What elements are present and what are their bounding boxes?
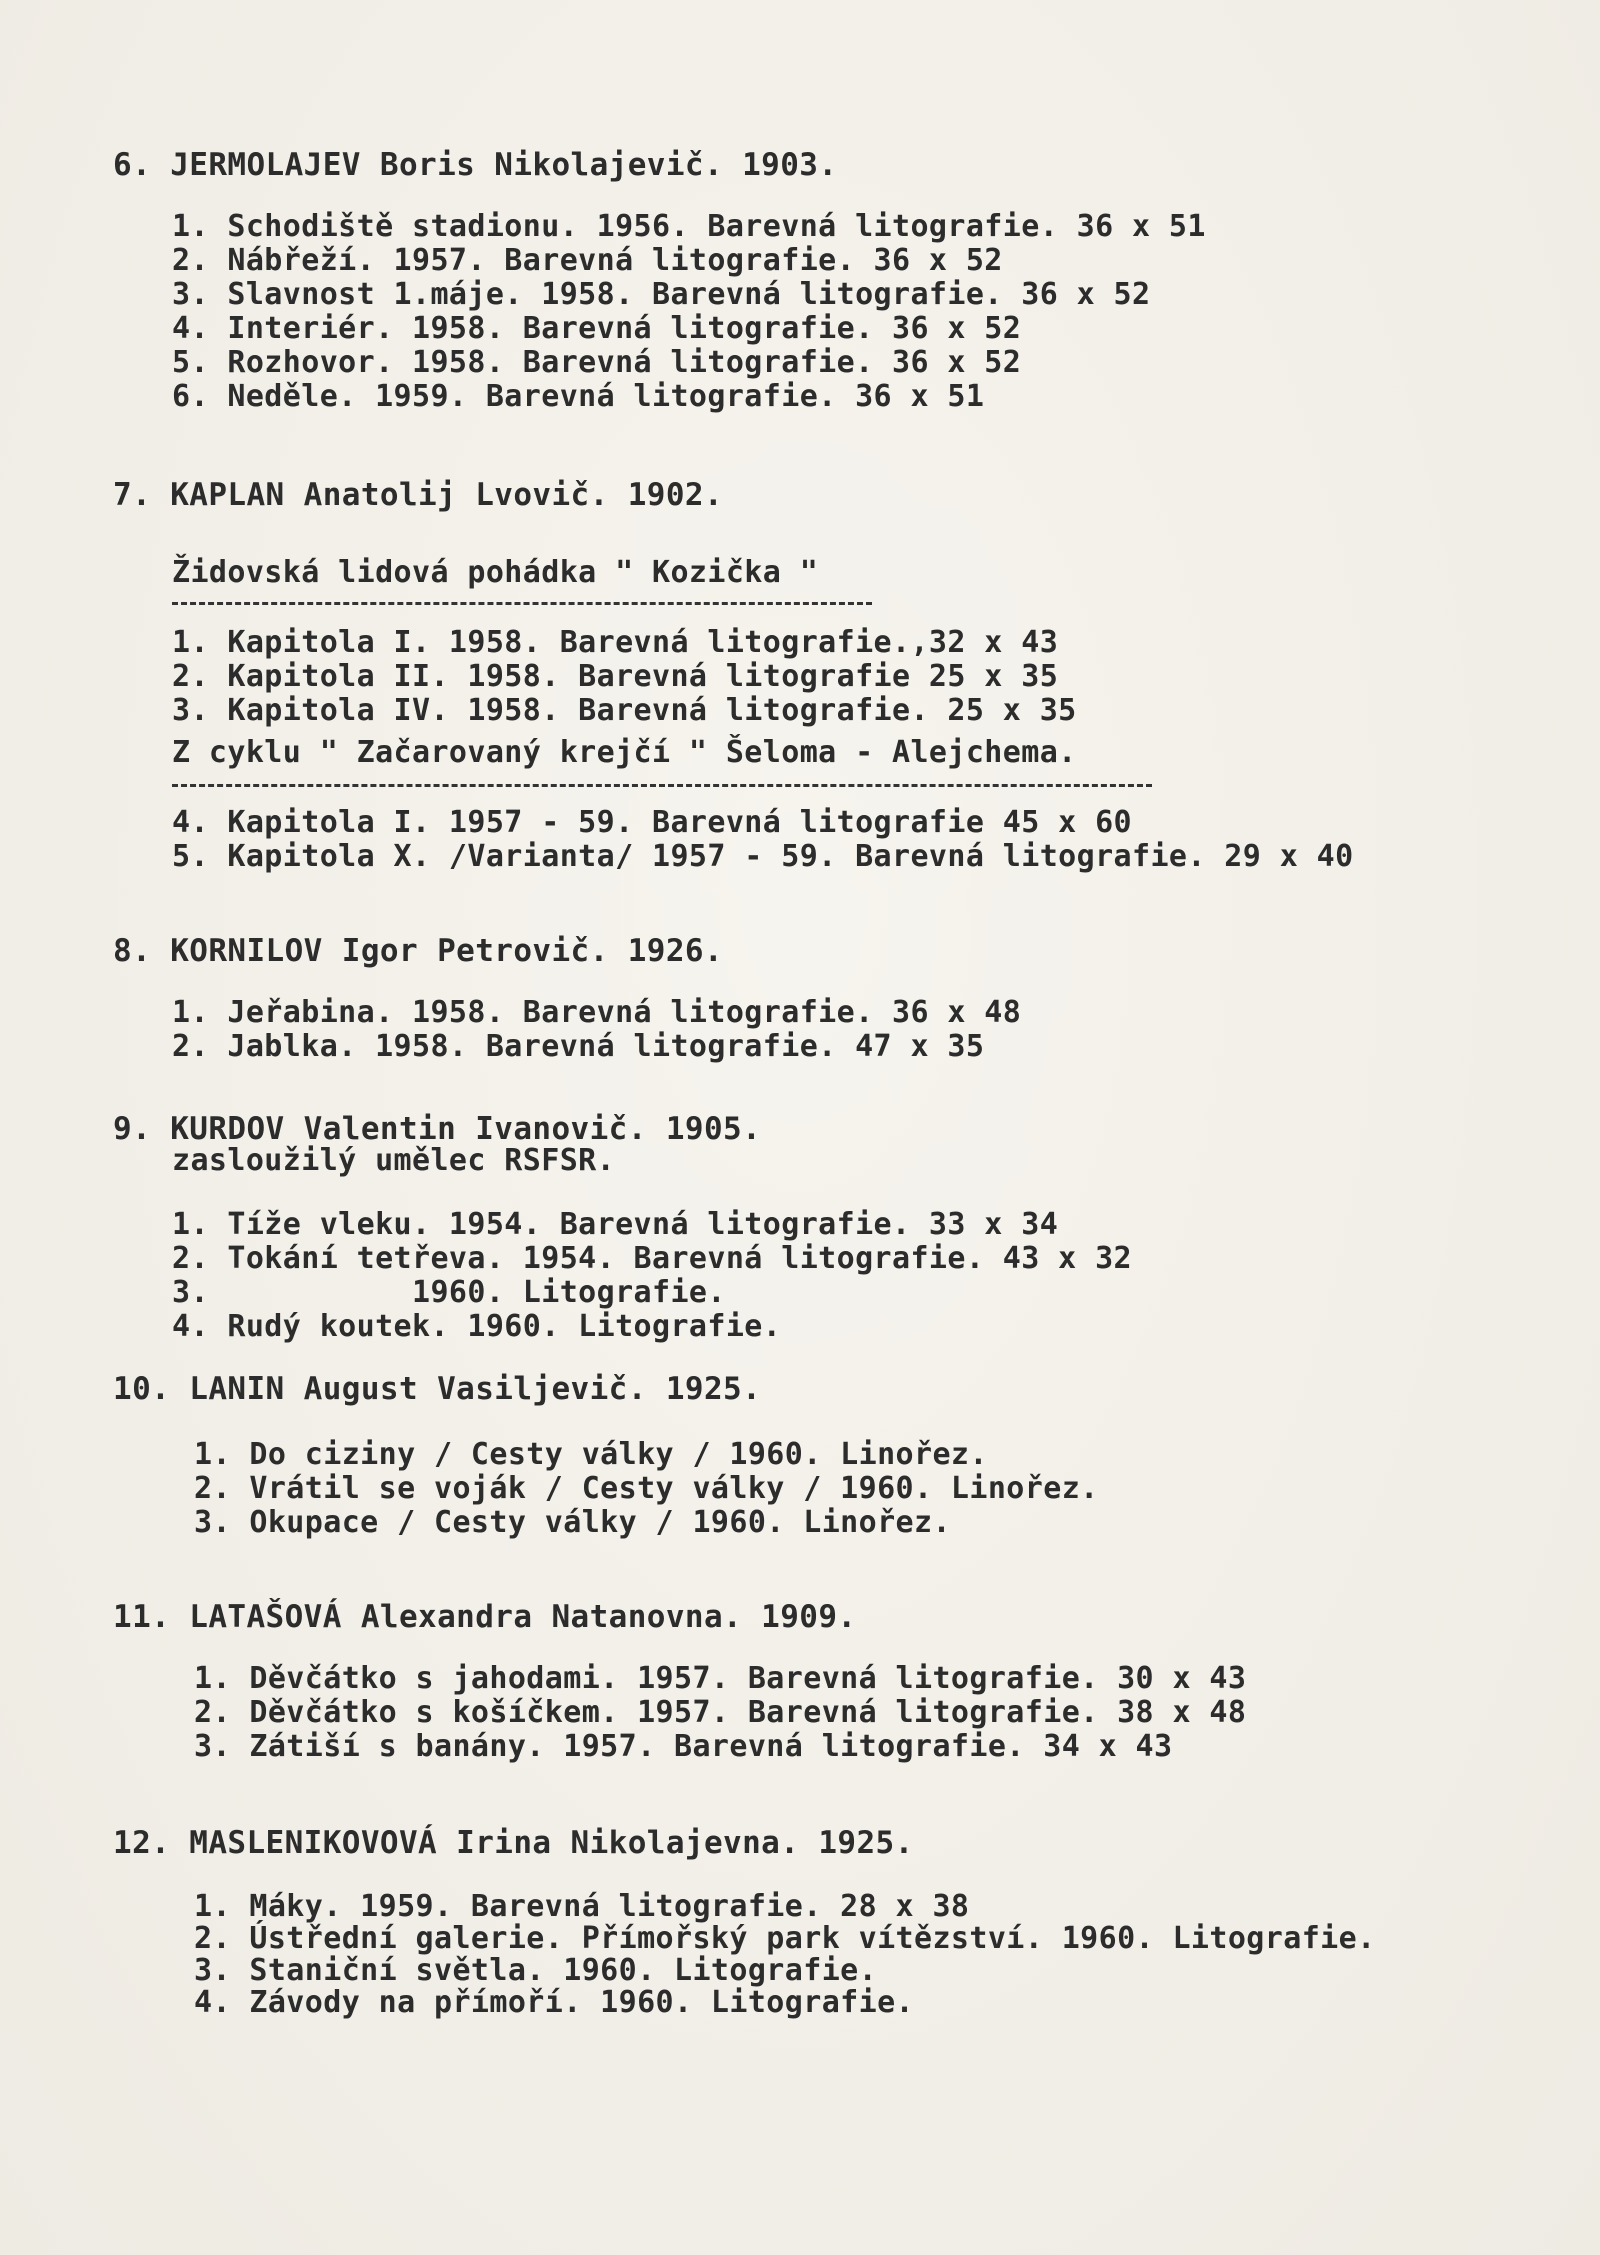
cycle-title: Židovská lidová pohádka " Kozička " (172, 555, 819, 590)
list-item: 4. Závody na přímoří. 1960. Litografie. (194, 1985, 914, 2020)
artist-heading-10: 10. LANIN August Vasiljevič. 1925. (113, 1371, 762, 1407)
dashed-underline (172, 602, 872, 605)
list-item: 1. Kapitola I. 1958. Barevná litografie.,32 x 43 (172, 625, 1059, 660)
cycle-title: Z cyklu " Začarovaný krejčí " Šeloma - Alejchema. (172, 735, 1077, 770)
list-item: 6. Neděle. 1959. Barevná litografie. 36 x 51 (172, 379, 985, 414)
list-item: 2. Kapitola II. 1958. Barevná litografie 25 x 35 (172, 659, 1059, 694)
list-item: 2. Vrátil se voják / Cesty války / 1960. Linořez. (194, 1471, 1099, 1506)
list-item: 2. Děvčátko s košíčkem. 1957. Barevná litografie. 38 x 48 (194, 1695, 1247, 1730)
list-item: 3. Zátiší s banány. 1957. Barevná litografie. 34 x 43 (194, 1729, 1173, 1764)
list-item: 3. Okupace / Cesty války / 1960. Linořez. (194, 1505, 951, 1540)
list-item: 3. Kapitola IV. 1958. Barevná litografie. 25 x 35 (172, 693, 1077, 728)
artist-heading-12: 12. MASLENIKOVOVÁ Irina Nikolajevna. 1925. (113, 1825, 914, 1861)
list-item: 1. Do ciziny / Cesty války / 1960. Linořez. (194, 1437, 988, 1472)
list-item: 4. Interiér. 1958. Barevná litografie. 36 x 52 (172, 311, 1022, 346)
artist-heading-9: 9. KURDOV Valentin Ivanovič. 1905. (113, 1111, 762, 1147)
artist-subheading: zasloužilý umělec RSFSR. (172, 1143, 616, 1178)
list-item: 4. Rudý koutek. 1960. Litografie. (172, 1309, 782, 1344)
artist-heading-6: 6. JERMOLAJEV Boris Nikolajevič. 1903. (113, 147, 838, 183)
dashed-underline (172, 784, 1152, 787)
list-item: 3. 1960. Litografie. (172, 1275, 726, 1310)
artist-heading-7: 7. KAPLAN Anatolij Lvovič. 1902. (113, 477, 724, 513)
list-item: 2. Jablka. 1958. Barevná litografie. 47 x 35 (172, 1029, 985, 1064)
list-item: 1. Děvčátko s jahodami. 1957. Barevná litografie. 30 x 43 (194, 1661, 1247, 1696)
list-item: 5. Kapitola X. /Varianta/ 1957 - 59. Barevná litografie. 29 x 40 (172, 839, 1354, 874)
list-item: 2. Nábřeží. 1957. Barevná litografie. 36 x 52 (172, 243, 1003, 278)
list-item: 1. Máky. 1959. Barevná litografie. 28 x 38 (194, 1889, 970, 1924)
list-item: 1. Schodiště stadionu. 1956. Barevná litografie. 36 x 51 (172, 209, 1206, 244)
list-item: 5. Rozhovor. 1958. Barevná litografie. 36 x 52 (172, 345, 1022, 380)
list-item: 2. Ústřední galerie. Přímořský park vítězství. 1960. Litografie. (194, 1921, 1376, 1956)
list-item: 3. Staniční světla. 1960. Litografie. (194, 1953, 878, 1988)
list-item: 2. Tokání tetřeva. 1954. Barevná litografie. 43 x 32 (172, 1241, 1132, 1276)
list-item: 1. Tíže vleku. 1954. Barevná litografie. 33 x 34 (172, 1207, 1059, 1242)
list-item: 3. Slavnost 1.máje. 1958. Barevná litografie. 36 x 52 (172, 277, 1151, 312)
list-item: 1. Jeřabina. 1958. Barevná litografie. 36 x 48 (172, 995, 1022, 1030)
artist-heading-8: 8. KORNILOV Igor Petrovič. 1926. (113, 933, 724, 969)
list-item: 4. Kapitola I. 1957 - 59. Barevná litografie 45 x 60 (172, 805, 1132, 840)
artist-heading-11: 11. LATAŠOVÁ Alexandra Natanovna. 1909. (113, 1599, 857, 1635)
